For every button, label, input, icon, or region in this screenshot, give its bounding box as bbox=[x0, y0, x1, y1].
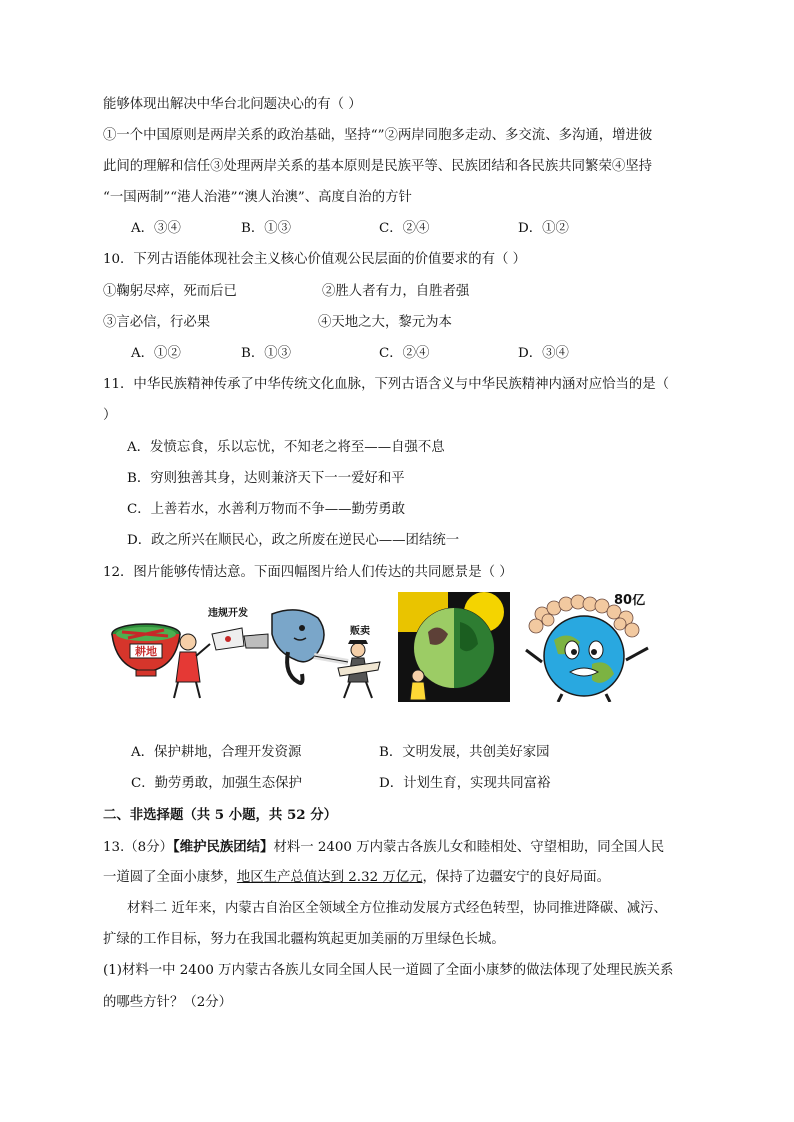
q10-item-3: ③言必信，行必果 bbox=[103, 315, 211, 330]
q13-material1-underlined: 地区生产总值达到 2.32 万亿元 bbox=[236, 870, 423, 885]
q11-stem: 11．中华民族精神传承了中华传统文化血脉，下列古语含义与中华民族精神内涵对应恰当的是（ bbox=[103, 377, 670, 392]
q11-option-c[interactable]: C．上善若水，水善利万物而不争——勤劳勇敢 bbox=[127, 502, 406, 517]
q9-option-c[interactable]: C．②④ bbox=[379, 221, 430, 236]
q13-tag: 【维护民族团结】 bbox=[173, 839, 274, 855]
bowl-label: 耕地 bbox=[135, 645, 157, 658]
q12-option-c[interactable]: C．勤劳勇敢，加强生态保护 bbox=[131, 776, 302, 791]
q13-material2-line1: 材料二 近年来，内蒙古自治区全领域全方位推动发展方式经色转型，协同推进降碳、减污、 bbox=[127, 901, 667, 916]
q13-line1 bbox=[103, 838, 664, 857]
q10-item-2: ②胜人者有力，自胜者强 bbox=[322, 284, 470, 299]
sell-label: 贩卖 bbox=[350, 626, 370, 637]
develop-label: 违规开发 bbox=[208, 608, 248, 619]
q13-line2 bbox=[103, 869, 610, 887]
q9-option-a[interactable]: A．③④ bbox=[131, 221, 181, 236]
q11-stem-cont: ） bbox=[103, 408, 117, 423]
q13-material1-line2a: 一道圆了全面小康梦， bbox=[103, 870, 237, 885]
q12-option-d[interactable]: D．计划生育，实现共同富裕 bbox=[379, 776, 551, 791]
q9-items-line2: 此间的理解和信任③处理两岸关系的基本原则是民族平等、民族团结和各民族共同繁荣④坚持 bbox=[103, 159, 653, 174]
q9-items-line1: ①一个中国原则是两岸关系的政治基础，坚持“”②两岸同胞多走动、多交流、多沟通，增进彼 bbox=[103, 128, 653, 143]
q10-option-d[interactable]: D．③④ bbox=[518, 346, 569, 361]
q13-sub1-line1: (1)材料一中 2400 万内蒙古各族儿女同全国人民一道圆了全面小康梦的做法体现了处理民族关系 bbox=[103, 963, 674, 978]
q11-option-a[interactable]: A．发愤忘食，乐以忘忧，不知老之将至——自强不息 bbox=[127, 440, 445, 455]
cartoon-earth-balance bbox=[398, 592, 510, 702]
cartoon-farmland bbox=[108, 606, 273, 702]
q13-sub1-line2: 的哪些方针？（2分） bbox=[103, 995, 233, 1010]
q10-option-b[interactable]: B．①③ bbox=[241, 346, 292, 361]
population-label: 80亿 bbox=[614, 594, 646, 608]
q9-stem: 能够体现出解决中华台北问题决心的有（ ） bbox=[103, 97, 362, 112]
q9-option-d[interactable]: D．①② bbox=[518, 221, 569, 236]
q9-items-line3: “一国两制”“港人治港”“澳人治澳”、高度自治的方针 bbox=[103, 190, 412, 205]
q10-item-4: ④天地之大，黎元为本 bbox=[318, 315, 452, 330]
q10-option-c[interactable]: C．②④ bbox=[379, 346, 430, 361]
q11-option-b[interactable]: B．穷则独善其身，达则兼济天下一一爱好和平 bbox=[127, 471, 405, 486]
cartoon-elephant bbox=[268, 604, 388, 702]
q9-option-b[interactable]: B．①③ bbox=[241, 221, 292, 236]
q13-material2-line2: 扩绿的工作目标，努力在我国北疆构筑起更加美丽的万里绿色长城。 bbox=[103, 932, 505, 947]
q12-option-a[interactable]: A．保护耕地，合理开发资源 bbox=[131, 745, 302, 760]
q10-option-a[interactable]: A．①② bbox=[131, 346, 181, 361]
q13-material1-line1: 材料一 2400 万内蒙古各族儿女和睦相处、守望相助，同全国人民 bbox=[273, 840, 665, 855]
q13-material1-line2b: ，保持了边疆安宁的良好局面。 bbox=[422, 870, 610, 885]
q13-prefix: 13.（8分） bbox=[103, 840, 173, 855]
q10-item-1: ①鞠躬尽瘁，死而后已 bbox=[103, 284, 237, 299]
section2-title: 二、非选择题（共 5 小题，共 52 分） bbox=[103, 807, 338, 823]
q10-stem: 10．下列古语能体现社会主义核心价值观公民层面的价值要求的有（ ） bbox=[103, 252, 527, 267]
q11-option-d[interactable]: D．政之所兴在顺民心，政之所废在逆民心——团结统一 bbox=[127, 533, 460, 548]
q12-stem: 12．图片能够传情达意。下面四幅图片给人们传达的共同愿景是（ ） bbox=[103, 565, 513, 580]
q12-option-b[interactable]: B．文明发展，共创美好家园 bbox=[379, 745, 550, 760]
q12-cartoon-row bbox=[108, 592, 668, 702]
cartoon-population bbox=[518, 594, 664, 702]
